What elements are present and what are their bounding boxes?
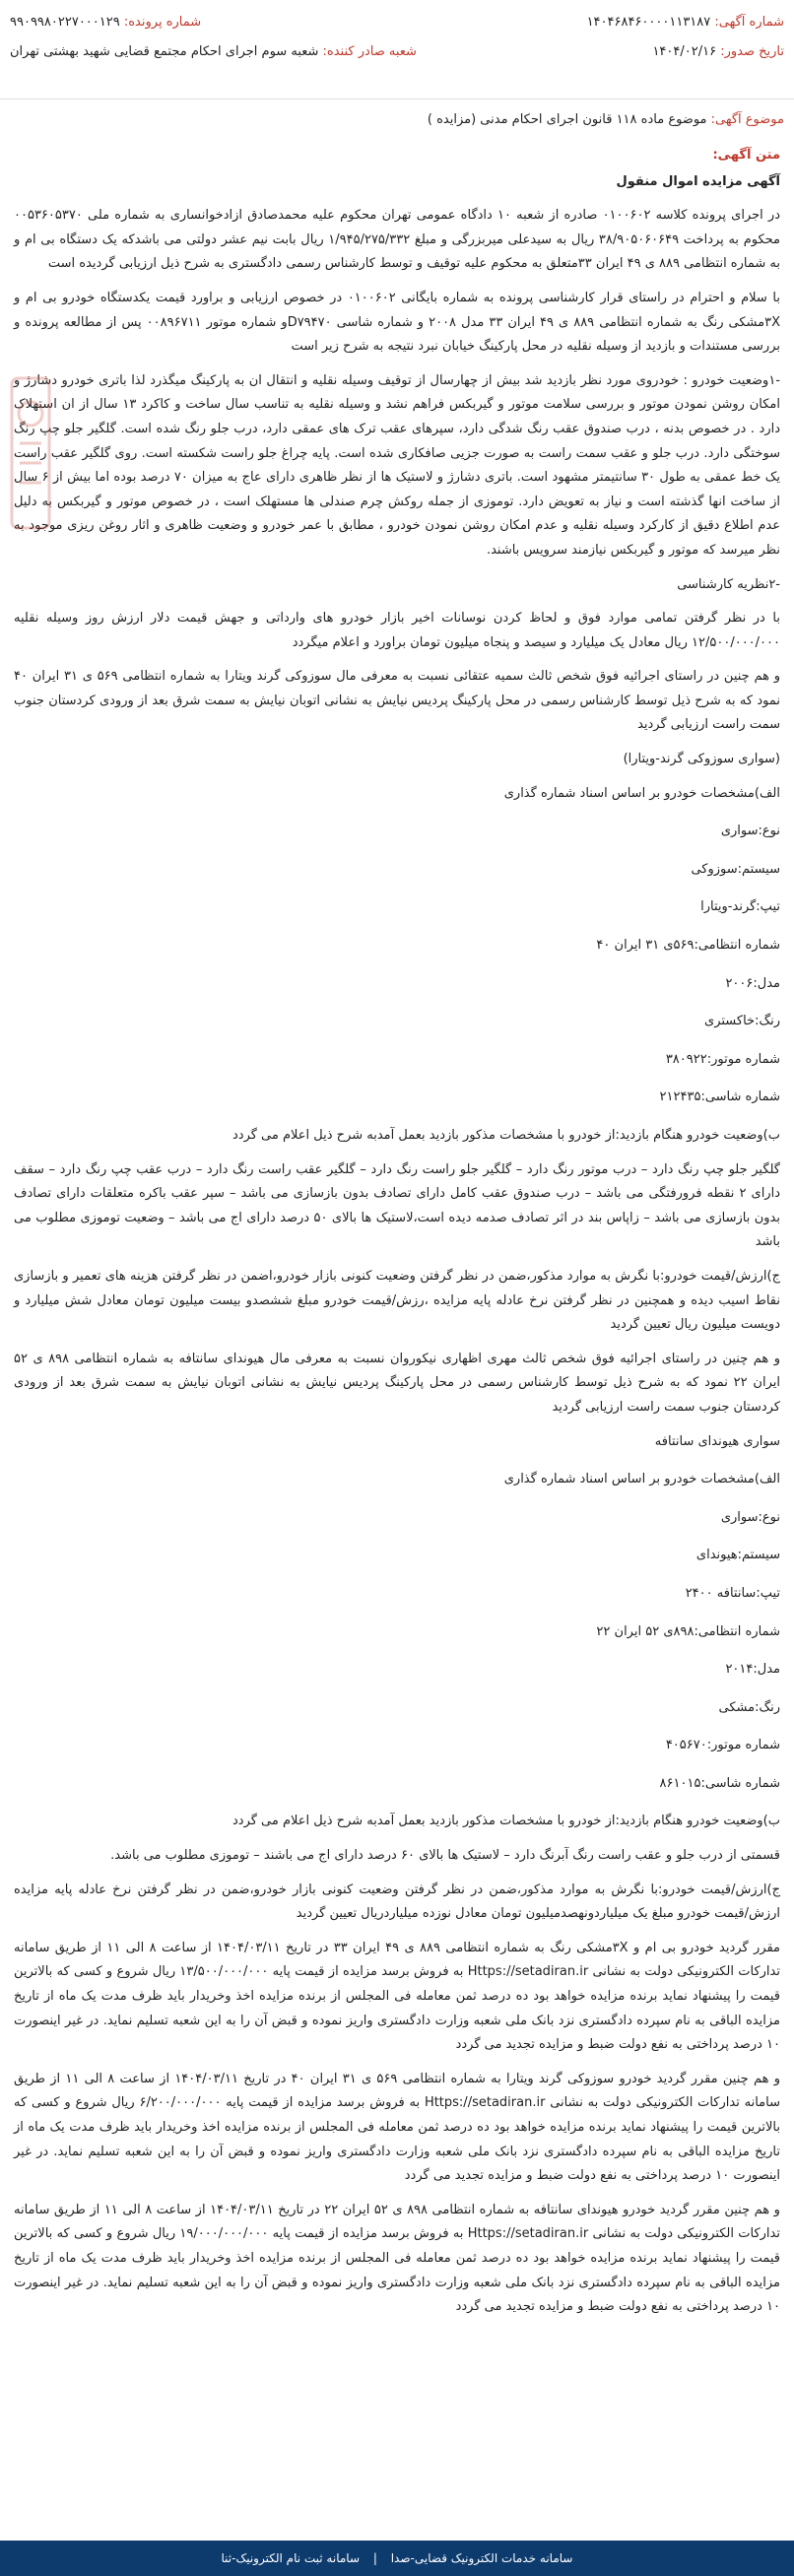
hyundai-valuation: ج)ارزش/قیمت خودرو:با نگرش به موارد مذکور،ضمن در نظر گرفتن وضعیت کنونی بازار خودرو،ضمن در نظر گرفتن نرخ عادله پایه مزایده ارزش/قیمت خودرو مبلغ یک میلیاردونهصدمیلیون تومان معادل نوزده میلیاردریال تعیین گردید bbox=[14, 1882, 780, 1922]
header-row-2 bbox=[10, 37, 784, 67]
issue-date-label: تاریخ صدور: bbox=[720, 44, 784, 59]
hyundai-chassis-number: شماره شاسی:۸۶۱۰۱۵ bbox=[659, 1775, 780, 1791]
hyundai-model: مدل:۲۰۱۴ bbox=[725, 1662, 780, 1678]
suzuki-system: سیستم:سوزوکی bbox=[691, 861, 780, 877]
case-number-value: ۹۹۰۹۹۸۰۲۲۷۰۰۰۱۲۹ bbox=[10, 15, 120, 30]
hyundai-plate: شماره انتظامی:۸۹۸ی ۵۲ ایران ۲۲ bbox=[596, 1623, 780, 1639]
paragraph-third-party-suzuki: و هم چنین در راستای اجرائیه فوق شخص ثالث سمیه عتقائی نسبت به معرفی مال سوزوکی گرند ویتارا به شماره انتظامی ۵۶۹ ی ۳۱ ایران ۴۰ نمود که به شرح ذیل توسط کارشناس رسمی در محل پارکینگ پردیس نیایش به نشانی اتوبان نیایش به سمت شرق بعد از ورودی کردستان جنوب سمت راست ارزیابی گردید bbox=[14, 669, 780, 733]
footer-link-sada[interactable]: سامانه خدمات الکترونیک قضایی-صدا bbox=[390, 2551, 573, 2565]
ad-number bbox=[587, 8, 784, 37]
paragraph-expert-opinion-title: -۲نظریه کارشناسی bbox=[677, 576, 780, 592]
ad-header bbox=[0, 0, 794, 99]
suzuki-chassis-number: شماره شاسی:۲۱۲۴۳۵ bbox=[659, 1090, 780, 1105]
hyundai-type: نوع:سواری bbox=[720, 1509, 780, 1525]
suzuki-valuation: ج)ارزش/قیمت خودرو:با نگرش به موارد مذکور،ضمن در نظر گرفتن وضعیت کنونی بازار خودرو،اضمن در نظر گرفتن هزینه های تعمیر و بازسازی نقاط اسیب دیده و همچنین در نظر گرفتن نرخ عادله پایه مزایده ،رزش/قیمت خودرو مبلغ ششصدو بیست میلیون تومان معادل شش میلیارد و دویست میلیون ریال تعیین گردید bbox=[14, 1268, 780, 1333]
issuer-label: شعبه صادر کننده: bbox=[322, 44, 417, 59]
hyundai-specs-heading: الف)مشخصات خودرو بر اساس اسناد شماره گذاری bbox=[503, 1472, 780, 1487]
header-row-1 bbox=[10, 8, 784, 37]
hyundai-inspection-heading: ب)وضعیت خودرو هنگام بازدید:از خودرو با مشخصات مذکور بازدید بعمل آمدبه شرح ذیل اعلام می گردد bbox=[232, 1814, 780, 1829]
suzuki-type: نوع:سواری bbox=[720, 824, 780, 839]
hyundai-tip: تیپ:سانتافه ۲۴۰۰ bbox=[685, 1585, 780, 1601]
issuer-value: شعبه سوم اجرای احکام مجتمع قضایی شهید بهشتی تهران bbox=[10, 44, 319, 59]
hyundai-system: سیستم:هیوندای bbox=[695, 1548, 780, 1563]
case-number-label: شماره پرونده: bbox=[123, 15, 202, 30]
text-title: آگهی مزایده اموال منقول bbox=[616, 173, 780, 189]
auction-suzuki: و هم چنین مقرر گردید خودرو سوزوکی گرند ویتارا به شماره انتظامی ۵۶۹ ی ۳۱ ایران ۴۰ در تاریخ ۱۴۰۴/۰۳/۱۱ از ساعت ۸ الی ۱۱ از طریق سامانه تدارکات الکترونیکی دولت به نشانی Https://setadiran.ir به فروش برسد مزایده از قیمت پایه ۶/۲۰۰/۰۰۰/۰۰۰ ریال شروع و کسی که بالاترین قیمت را پیشنهاد نماید برنده مزایده خواهد بود ده درصد ثمن معامله فی المجلس از برنده مزایده اخذ وخریدار باید ظرف مدت یک ماه از تاریخ مزایده الباقی به نام سپرده دادگستری نزد بانک ملی شعبه وزارت دادگستری واریز نموده و قبض آن را به این شعبه تسلیم نماید. در غیر اینصورت ۱۰ درصد پرداختی به نفع دولت ضبط و مزایده تجدید می گردد bbox=[14, 2071, 780, 2184]
suzuki-plate: شماره انتظامی:۵۶۹ی ۳۱ ایران ۴۰ bbox=[596, 938, 780, 954]
footer-separator: | bbox=[372, 2551, 377, 2565]
paragraph-expert-greeting: با سلام و احترام در راستای قرار کارشناسی پرونده به شماره بایگانی ۰۱۰۰۶۰۲ در خصوص ارزیابی و براورد قیمت یکدستگاه خودرو بی ام و ۳Xمشکی رنگ به شماره انتظامی ۸۸۹ ی ۴۹ ایران ۳۳ مدل ۲۰۰۸ و شماره شاسی D۷۹۴۷۰و شماره موتور ۰۰۸۹۶۷۱۱ پس از مطالعه پرونده و بررسی مستندات و بازدید از وسیله نقلیه در محل پارکینگ خیابان نبرد نتیجه به شرح زیر است bbox=[14, 290, 780, 355]
paragraph-intro: در اجرای پرونده کلاسه ۰۱۰۰۶۰۲ صادره از شعبه ۱۰ دادگاه عمومی تهران محکوم علیه محمدصادق ازادخوانساری به شماره ملی ۰۰۵۳۶۰۵۳۷۰ محکوم به پرداخت ۳۸/۹۰۵۰۶۰۶۴۹ ریال به سیدعلی میربزرگی و مبلغ ۱/۹۴۵/۲۷۵/۳۳۲ ریال بابت نیم عشر دولتی می باشدکه یک دستگاه بی ام و به شماره انتظامی ۸۸۹ ی ۴۹ ایران ۳۳متعلق به محکوم علیه توقیف و توسط کارشناس رسمی دادگستری به شرح ذیل ارزیابی گردیده است bbox=[14, 208, 781, 272]
suzuki-heading: (سواری سوزوکی گرند-ویتارا) bbox=[623, 752, 780, 767]
ad-number-label: شماره آگهی: bbox=[714, 15, 784, 30]
suzuki-model: مدل:۲۰۰۶ bbox=[725, 975, 780, 991]
issue-date bbox=[652, 37, 784, 67]
paragraph-expert-opinion: با در نظر گرفتن تمامی موارد فوق و لحاظ کردن نوسانات اخیر بازار خودرو های وارداتی و جهش قیمت دلار ارزش روز وسیله نقلیه ۱۲/۵۰۰/۰۰۰/۰۰۰ ریال معادل یک میلیارد و سیصد و پنجاه میلیون تومان براورد و اعلام میگردد bbox=[14, 611, 780, 650]
hyundai-heading: سواری هیوندای سانتافه bbox=[654, 1433, 780, 1449]
ad-body bbox=[14, 144, 780, 2330]
suzuki-inspection-heading: ب)وضعیت خودرو هنگام بازدید:از خودرو با مشخصات مذکور بازدید بعمل آمدبه شرح ذیل اعلام می گردد bbox=[232, 1128, 780, 1143]
subject-label: موضوع آگهی: bbox=[710, 112, 784, 127]
auction-bmw: مقرر گردید خودرو بی ام و ۳Xمشکی رنگ به شماره انتظامی ۸۸۹ ی ۴۹ ایران ۳۳ در تاریخ ۱۴۰۴/۰۳/۱۱ از ساعت ۸ الی ۱۱ از طریق سامانه تدارکات الکترونیکی دولت به نشانی Https://setadiran.ir به فروش برسد مزایده از قیمت پایه ۱۳/۵۰۰/۰۰۰/۰۰۰ ریال شروع و کسی که بالاترین قیمت را پیشنهاد نماید برنده مزایده خواهد بود ده درصد ثمن معامله فی المجلس از برنده مزایده اخذ وخریدار باید ظرف مدت یک ماه از تاریخ مزایده الباقی به نام سپرده دادگستری نزد بانک ملی شعبه وزارت دادگستری واریز نموده و قبض آن را به این شعبه تسلیم نماید. در غیر اینصورت ۱۰ درصد پرداختی به نفع دولت ضبط و مزایده تجدید می گردد bbox=[14, 1940, 781, 2053]
hyundai-color: رنگ:مشکی bbox=[718, 1699, 780, 1715]
auction-hyundai: و هم چنین مقرر گردید خودرو هیوندای سانتافه به شماره انتظامی ۸۹۸ ی ۵۲ ایران ۲۲ در تاریخ ۱۴۰۴/۰۳/۱۱ از ساعت ۸ الی ۱۱ از طریق سامانه تدارکات الکترونیکی دولت به نشانی Https://setadiran.ir به فروش برسد مزایده از قیمت پایه ۱۹/۰۰۰/۰۰۰/۰۰۰ ریال شروع و کسی که بالاترین قیمت را پیشنهاد نماید برنده مزایده خواهد بود ده درصد ثمن معامله فی المجلس از برنده مزایده اخذ وخریدار باید ظرف مدت یک ماه از تاریخ مزایده الباقی به نام سپرده دادگستری نزد بانک ملی شعبه وزارت دادگستری واریز نموده و قبض آن را به این شعبه تسلیم نماید. در غیر اینصورت ۱۰ درصد پرداختی به نفع دولت ضبط و مزایده تجدید می گردد bbox=[14, 2202, 780, 2315]
watermark-stamp-icon bbox=[8, 374, 53, 532]
suzuki-engine-number: شماره موتور:۳۸۰۹۲۲ bbox=[665, 1051, 780, 1067]
footer-link-sana[interactable]: سامانه ثبت نام الکترونیک-ثنا bbox=[221, 2551, 360, 2565]
hyundai-inspection-details: قسمتی از درب جلو و عقب راست رنگ آبرنگ دارد – لاستیک ها بالای ۶۰ درصد دارای اج می باشند – توموزی مطلوب می باشد. bbox=[110, 1848, 780, 1864]
suzuki-specs-heading: الف)مشخصات خودرو بر اساس اسناد شماره گذاری bbox=[503, 785, 780, 801]
paragraph-car-condition: -۱وضعیت خودرو : خودروی مورد نظر بازدید شد بیش از چهارسال از توقیف وسیله نقلیه و انتقال ان به پارکینگ میگذرد لذا باتری خودرو دشارژ و امکان روشن نمودن موتور و بررسی سلامت موتور و گیربکس فراهم نشد و وسیله نقلیه به تناسب سال ساخت و کاکرد ۱۳ سال از ان استهلاک دارد . در خصوص بدنه ، درب صندوق عقب رنگ شدگی دارد، سپرهای عقب ترک های عمقی دارد، درب جلو رنگ شده است. گلگیر جلو چپ رنگ سوختگی دارد. درب جلو و عقب سمت راست به صورت جزیی صافکاری شده است. پایه چراغ جلو راست شکسته است. روی گلگیر عقب راست یک خط عمقی به طول ۳۰ سانتیمتر مشهود است. باتری دشارژ و لاستیک ها از نظر ظاهری دارای عاج به میزان ۷۰ درصد بوده اما بیش از ۶ سال از ساخت انها گذشته است و نیاز به تعویض دارد. توموزی از جمله روکش چرم صندلی ها مستهلک است ، در خصوص موتور و گیربکس به دلیل عدم اطلاع دقیق از کارکرد وسیله نقلیه و عدم امکان روشن نمودن خودرو ، مطابق با عمر خودرو و وضعیت ظاهری و اثار روغن ریزی موجود به نظر میرسد که موتور و گیربکس نیازمند سرویس باشند. bbox=[14, 372, 780, 558]
site-footer bbox=[0, 2541, 794, 2576]
suzuki-inspection-details: گلگیر جلو چپ رنگ دارد – درب موتور رنگ دارد – گلگیر جلو راست رنگ دارد – گلگیر عقب راست رنگ دارد – درب عقب چپ رنگ دارد – سقف دارای ۲ نقطه فرورفتگی می باشد – درب صندوق عقب کامل دارای تصادف بدون بازسازی می باشد – سپر عقب باکره متعلقات دارای تصادف بدون بازسازی می باشد – زاپاس بند در اثر تصادف صدمه دیده است،لاستیک ها بالای ۵۰ درصد دارای اج می باشد – وضعیت توموزی مطلوب می باشد bbox=[14, 1161, 781, 1250]
paragraph-third-party-hyundai: و هم چنین در راستای اجرائیه فوق شخص ثالث مهری اظهاری نیکوروان نسبت به معرفی مال هیوندای سانتافه به شماره انتظامی ۸۹۸ ی ۵۲ ایران ۲۲ نمود که به شرح ذیل توسط کارشناس رسمی در محل پارکینگ پردیس نیایش به نشانی اتوبان نیایش به سمت شرق بعد از ورودی کردستان جنوب سمت راست ارزیابی گردید bbox=[14, 1351, 781, 1415]
issue-date-value: ۱۴۰۴/۰۲/۱۶ bbox=[652, 44, 717, 59]
issuer bbox=[10, 37, 417, 67]
case-number bbox=[10, 8, 201, 37]
subject-value: موضوع ماده ۱۱۸ قانون اجرای احکام مدنی (مزایده ) bbox=[427, 112, 707, 127]
suzuki-color: رنگ:خاکستری bbox=[704, 1014, 780, 1029]
hyundai-engine-number: شماره موتور:۴۰۵۶۷۰ bbox=[665, 1738, 780, 1753]
ad-subject bbox=[10, 106, 784, 134]
suzuki-tip: تیپ:گرند-ویتارا bbox=[700, 899, 780, 915]
ad-number-value: ۱۴۰۴۶۸۴۶۰۰۰۰۱۱۳۱۸۷ bbox=[586, 15, 711, 30]
text-label: متن آگهی: bbox=[712, 148, 780, 163]
